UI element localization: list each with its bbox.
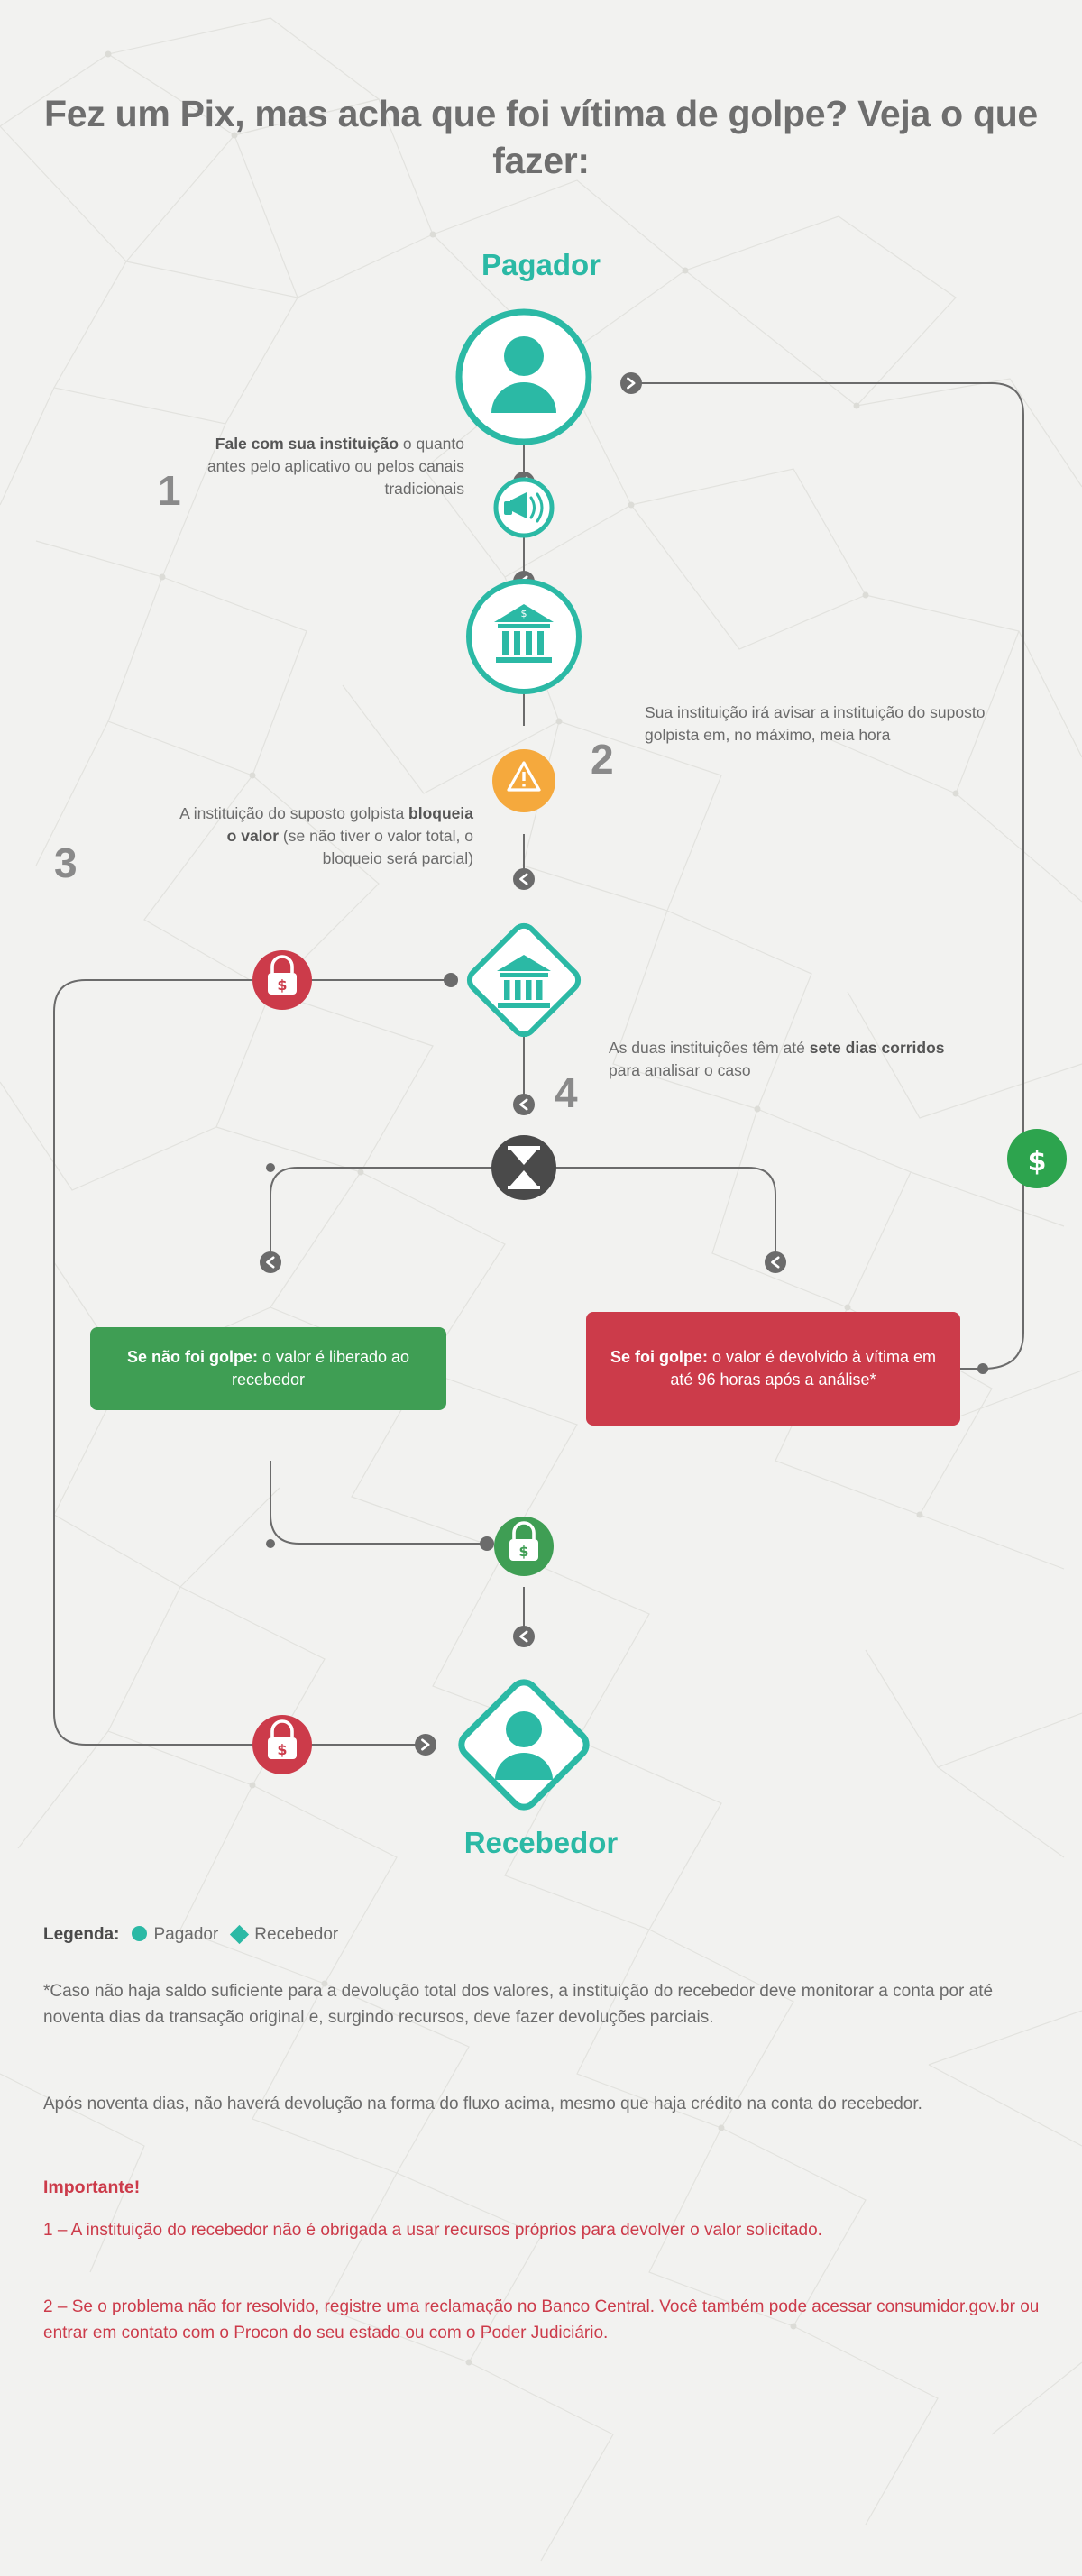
step-4-number: 4 xyxy=(555,1069,578,1116)
important-note-2: 2 – Se o problema não for resolvido, registre uma reclamação no Banco Central. Você também pode acessar consumidor.gov.br ou entrar em contato com o Procon do seu estado ou com o Poder Judiciário. xyxy=(43,2297,1040,2342)
role-label-payer: Pagador xyxy=(481,248,601,281)
footnote-1: *Caso não haja saldo suficiente para a devolução total dos valores, a instituição do recebedor deve monitorar a conta por até noventa dias da transação original e, surgindo recursos, deve fazer devoluções parciais. xyxy=(43,1982,994,2027)
dollar-circle-green-icon xyxy=(1007,1129,1067,1188)
step-1-rest: o quanto antes pelo aplicativo ou pelos canais tradicionais xyxy=(206,435,464,498)
outcome-not-scam-strong: Se não foi golpe: xyxy=(126,1347,258,1366)
svg-text:$: $ xyxy=(277,1741,288,1758)
legend-payer-label: Pagador xyxy=(153,1925,219,1944)
step-1-strong: Fale com sua instituição xyxy=(215,435,399,453)
step-2-rest: Sua instituição irá avisar a instituição do suposto golpista em, no máximo, meia hora xyxy=(645,703,986,744)
step-4-pre: As duas instituições têm até xyxy=(609,1039,810,1057)
role-label-receiver: Recebedor xyxy=(463,1826,619,1859)
receiver-icon xyxy=(456,1677,591,1812)
outcome-scam-rest: o valor é devolvido à vítima em até 96 horas após a análise* xyxy=(670,1347,937,1389)
step-3-rest: (se não tiver o valor total, o bloqueio será parcial) xyxy=(279,826,473,867)
megaphone-icon xyxy=(496,480,552,536)
step-1-number: 1 xyxy=(158,467,181,514)
important-label: Importante! xyxy=(43,2177,141,2197)
svg-text:$: $ xyxy=(277,976,288,994)
step-3-number: 3 xyxy=(54,839,78,886)
step-4-rest: para analisar o caso xyxy=(609,1060,751,1079)
step-3-pre: A instituição do suposto golpista xyxy=(179,804,409,822)
outcome-not-scam-rest: o valor é liberado ao recebedor xyxy=(231,1347,410,1389)
svg-text:$: $ xyxy=(1027,1146,1047,1178)
bank-diamond-icon xyxy=(465,921,582,1039)
lock-money-red-icon xyxy=(252,950,312,1010)
legend-label: Legenda: xyxy=(43,1925,120,1944)
bank-circle-icon xyxy=(469,582,579,692)
page-title: Fez um Pix, mas acha que foi vítima de golpe? Veja o que fazer: xyxy=(44,93,1038,182)
important-note-1: 1 – A instituição do recebedor não é obrigada a usar recursos próprios para devolver o valor solicitado. xyxy=(43,2221,822,2240)
step-2-number: 2 xyxy=(591,736,614,783)
footnote-2: Após noventa dias, não haverá devolução na forma do fluxo acima, mesmo que haja crédito na conta do recebedor. xyxy=(43,2095,922,2113)
svg-text:$: $ xyxy=(520,608,527,619)
svg-text:$: $ xyxy=(518,1543,529,1560)
lock-money-red-icon-bottom xyxy=(252,1715,312,1774)
legend-receiver-label: Recebedor xyxy=(254,1925,339,1944)
hourglass-icon xyxy=(491,1135,556,1200)
step-3-strong: bloqueia o valor xyxy=(226,804,473,845)
outcome-scam-strong: Se foi golpe: xyxy=(610,1347,708,1366)
payer-icon xyxy=(459,312,589,442)
alert-triangle-icon xyxy=(492,749,555,812)
lock-money-green-icon xyxy=(494,1517,554,1576)
step-4-strong: sete dias corridos xyxy=(809,1039,945,1057)
